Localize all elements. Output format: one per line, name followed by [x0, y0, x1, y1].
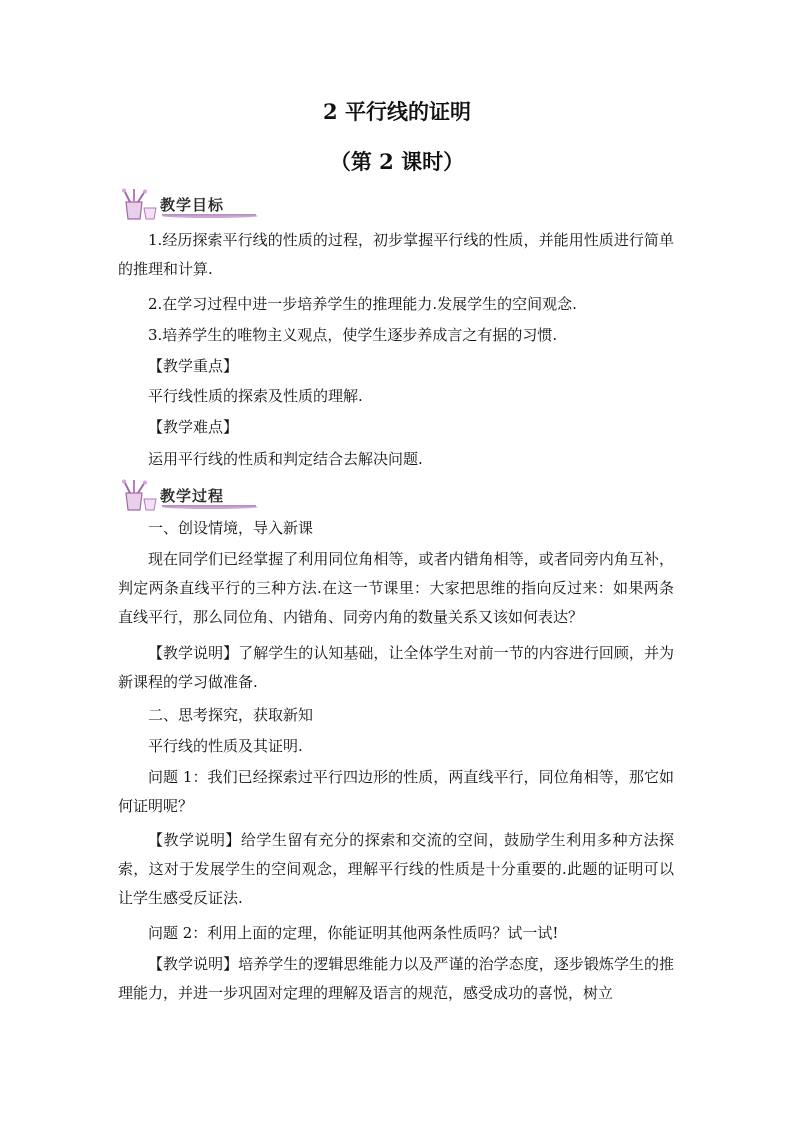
- section-2-heading: 二、思考探究，获取新知: [148, 706, 314, 724]
- difficulty-text: 运用平行线的性质和判定结合去解决问题.: [148, 450, 423, 468]
- question-2: 问题 2：利用上面的定理，你能证明其他两条性质吗？试一试!: [148, 924, 559, 942]
- section-1-note: 【教学说明】了解学生的认知基础，让全体学生对前一节的内容进行回顾，并为新课程的学习做准备.: [118, 644, 674, 691]
- difficulty-heading: 【教学难点】: [148, 418, 239, 436]
- goal-2: 2.在学习过程中进一步培养学生的推理能力.发展学生的空间观念.: [148, 295, 577, 313]
- question-1: 问题 1：我们已经探索过平行四边形的性质，两直线平行，同位角相等，那它如何证明呢？: [118, 768, 674, 815]
- key-point-heading: 【教学重点】: [148, 357, 239, 375]
- banner-label: 教学目标: [160, 196, 225, 214]
- goal-3: 3.培养学生的唯物主义观点，使学生逐步养成言之有据的习惯.: [148, 326, 558, 344]
- section-banner-goals: [118, 188, 258, 222]
- section-1-heading: 一、创设情境，导入新课: [148, 519, 314, 537]
- document-title: 2 平行线的证明: [323, 99, 471, 124]
- question-1-note: 【教学说明】给学生留有充分的探索和交流的空间，鼓励学生利用多种方法探索，这对于发展学生的空间观念，理解平行线的性质是十分重要的.此题的证明可以让学生感受反证法.: [118, 831, 674, 907]
- lesson-subtitle: （第 2 课时）: [329, 149, 465, 174]
- section-2-subheading: 平行线的性质及其证明.: [148, 737, 303, 755]
- banner-label: 教学过程: [160, 487, 225, 505]
- section-banner-process: [118, 479, 258, 513]
- goal-1: 1.经历探索平行线的性质的过程，初步掌握平行线的性质，并能用性质进行简单的推理和计算.: [118, 231, 674, 278]
- question-2-note: 【教学说明】培养学生的逻辑思维能力以及严谨的治学态度，逐步锻炼学生的推理能力，并进一步巩固对定理的理解及语言的规范，感受成功的喜悦，树立: [118, 955, 674, 1002]
- section-1-text: 现在同学们已经掌握了利用同位角相等，或者内错角相等，或者同旁内角互补，判定两条直线平行的三种方法.在这一节课里：大家把思维的指向反过来：如果两条直线平行，那么同位角、内错角、同旁内角的数量关系又该如何表达？: [118, 550, 674, 626]
- key-point-text: 平行线性质的探索及性质的理解.: [148, 387, 363, 405]
